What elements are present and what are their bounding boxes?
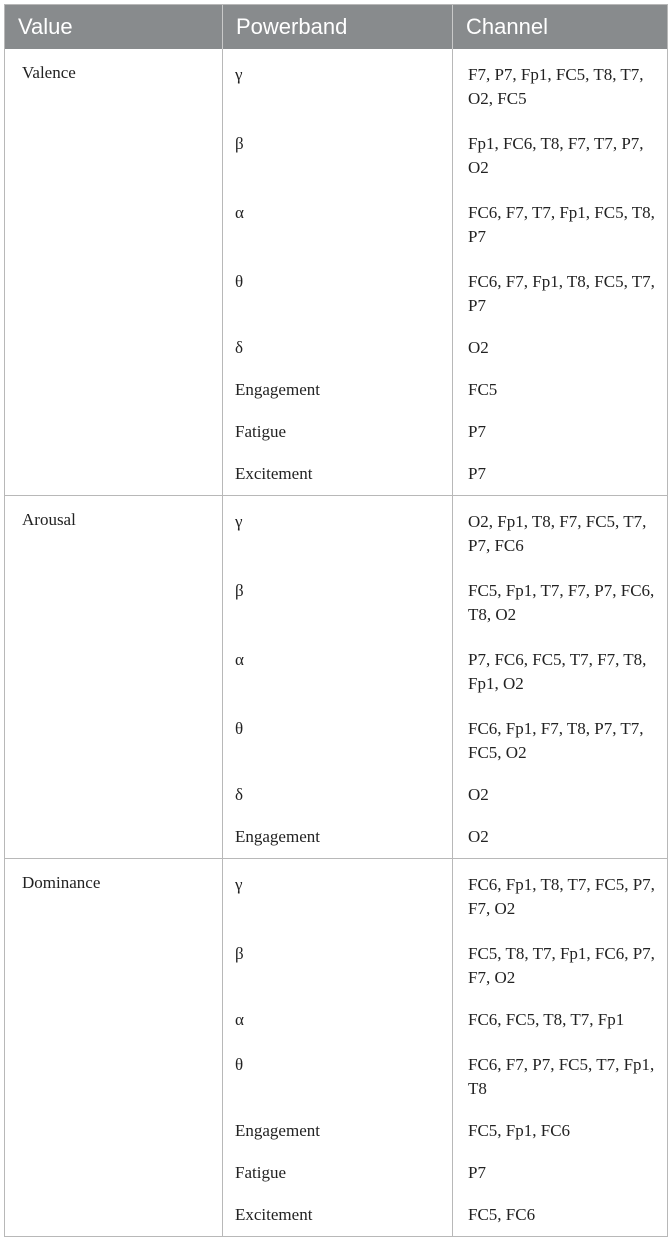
group-rows [223,496,667,858]
channel-cell: P7 [468,464,486,483]
powerband-cell: γ [223,49,453,120]
header-value: Value [5,5,223,49]
group-rows [223,859,667,1236]
channel-cell: FC5, Fp1, FC6 [468,1121,571,1140]
table-body [5,49,667,1236]
powerband-cell: α [223,636,453,705]
powerband-cell: β [223,120,453,189]
table-row [223,49,667,120]
powerband-cell: Engagement [223,369,453,411]
table-group [5,858,667,1236]
table-row [223,327,667,369]
table-row [223,816,667,858]
powerband-cell: Engagement [223,1110,453,1152]
table-row [223,774,667,816]
powerband-cell: δ [223,327,453,369]
powerband-cell: θ [223,705,453,774]
table-header [5,5,667,49]
table-row [223,496,667,567]
header-powerband: Powerband [223,5,453,49]
table-row [223,859,667,930]
table-row [223,636,667,705]
value-cell: Dominance [5,859,223,1236]
powerband-cell: θ [223,1041,453,1110]
channel-cell: P7, FC6, FC5, T7, F7, T8, Fp1, O2 [468,650,647,693]
powerband-cell: Excitement [223,1194,453,1236]
powerband-cell: β [223,567,453,636]
table-group [5,49,667,495]
channel-cell: FC5, T8, T7, Fp1, FC6, P7, F7, O2 [468,944,655,987]
channel-cell: O2 [468,338,489,357]
table-group [5,495,667,858]
table-row [223,369,667,411]
value-cell: Arousal [5,496,223,858]
table-row [223,1041,667,1110]
channel-cell: FC6, F7, P7, FC5, T7, Fp1, T8 [468,1055,655,1098]
group-rows [223,49,667,495]
table-row [223,120,667,189]
table-row [223,1152,667,1194]
channel-cell: O2 [468,785,489,804]
data-table [4,4,668,1237]
powerband-cell: α [223,999,453,1041]
powerband-cell: Excitement [223,453,453,495]
channel-cell: FC5, Fp1, T7, F7, P7, FC6, T8, O2 [468,581,655,624]
channel-cell: FC6, Fp1, F7, T8, P7, T7, FC5, O2 [468,719,644,762]
table-row [223,567,667,636]
channel-cell: P7 [468,1163,486,1182]
powerband-cell: α [223,189,453,258]
powerband-cell: γ [223,496,453,567]
powerband-cell: θ [223,258,453,327]
channel-cell: FC6, F7, T7, Fp1, FC5, T8, P7 [468,203,655,246]
table-row [223,258,667,327]
channel-cell: Fp1, FC6, T8, F7, T7, P7, O2 [468,134,644,177]
channel-cell: FC5, FC6 [468,1205,536,1224]
channel-cell: O2 [468,827,489,846]
table-row [223,705,667,774]
table-row [223,411,667,453]
table-row [223,999,667,1041]
table-row [223,189,667,258]
powerband-cell: β [223,930,453,999]
powerband-cell: γ [223,859,453,930]
channel-cell: FC6, FC5, T8, T7, Fp1 [468,1010,625,1029]
powerband-cell: δ [223,774,453,816]
table-row [223,1110,667,1152]
channel-cell: FC6, F7, Fp1, T8, FC5, T7, P7 [468,272,655,315]
channel-cell: FC5 [468,380,498,399]
value-cell: Valence [5,49,223,495]
channel-cell: P7 [468,422,486,441]
table-row [223,1194,667,1236]
table-row [223,930,667,999]
channel-cell: O2, Fp1, T8, F7, FC5, T7, P7, FC6 [468,512,647,555]
header-channel: Channel [466,14,548,39]
table-row [223,453,667,495]
channel-cell: F7, P7, Fp1, FC5, T8, T7, O2, FC5 [468,65,644,108]
powerband-cell: Engagement [223,816,453,858]
powerband-cell: Fatigue [223,411,453,453]
powerband-cell: Fatigue [223,1152,453,1194]
channel-cell: FC6, Fp1, T8, T7, FC5, P7, F7, O2 [468,875,655,918]
